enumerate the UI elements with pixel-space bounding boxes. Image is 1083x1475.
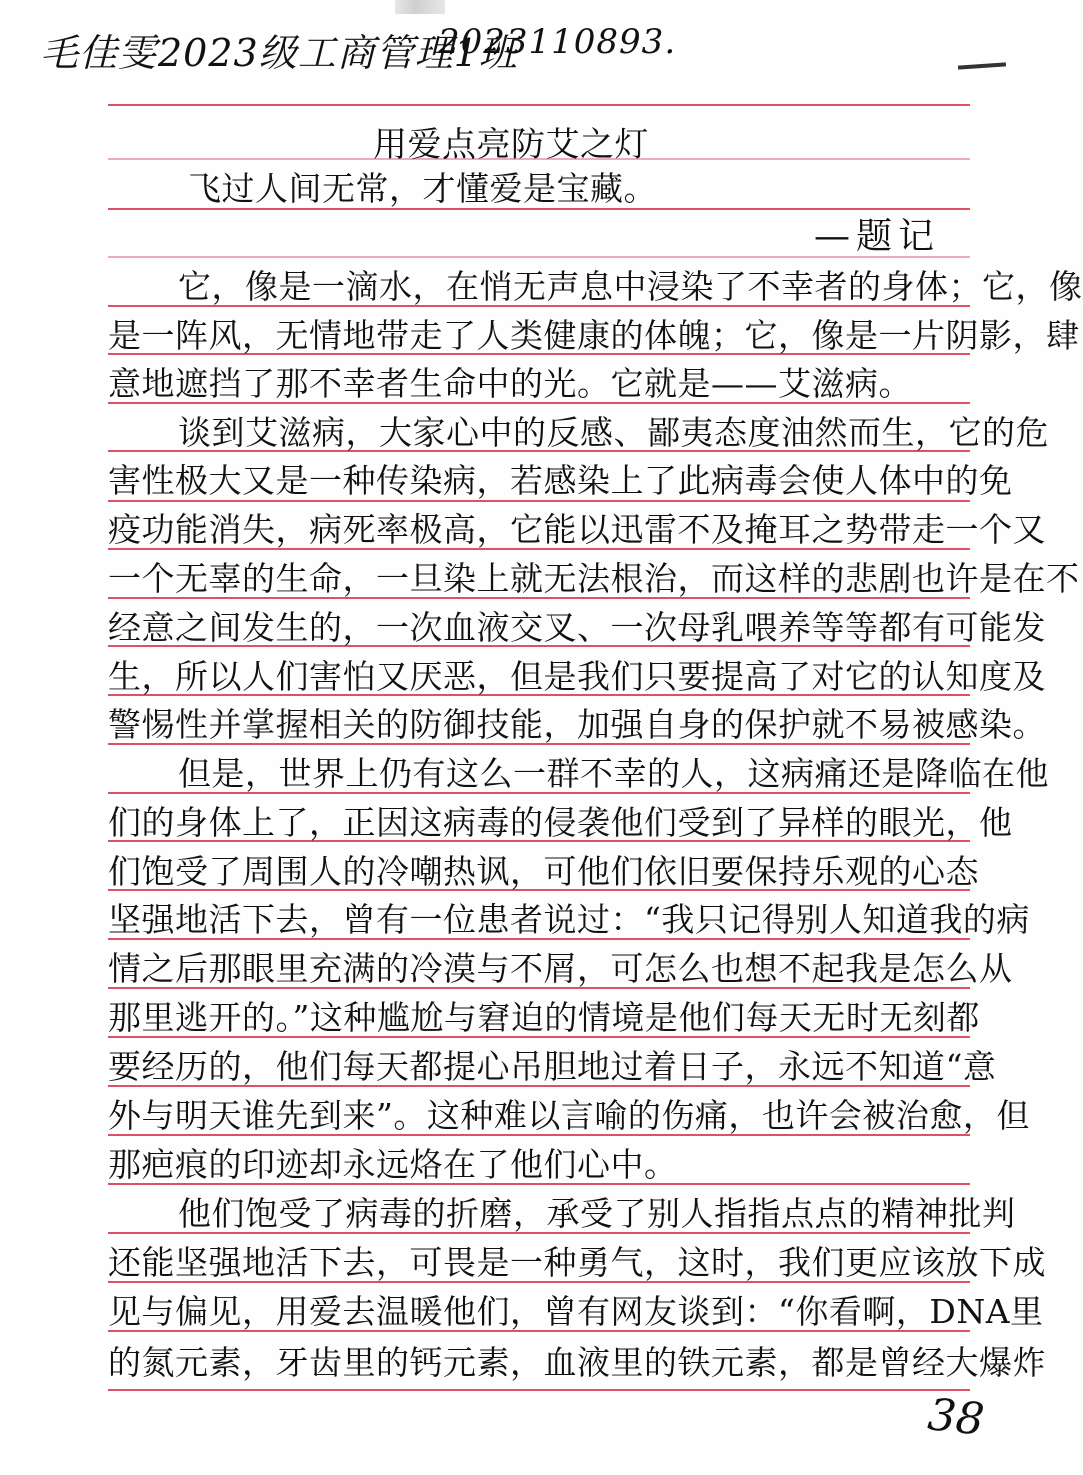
essay-line: 意地遮挡了那不幸者生命中的光。它就是——艾滋病。 (108, 364, 912, 403)
essay-epigraph: 飞过人间无常，才懂爱是宝藏。 (188, 169, 657, 208)
essay-line: 要经历的，他们每天都提心吊胆地过着日子，永远不知道“意 (108, 1047, 997, 1086)
ruled-line (108, 1389, 970, 1391)
essay-line: 是一阵风，无情地带走了人类健康的体魄；它，像是一片阴影，肆 (108, 316, 1080, 355)
student-header (0, 22, 677, 82)
student-id: 2023110893. (438, 22, 677, 62)
essay-line: 害性极大又是一种传染病，若感染上了此病毒会使人体中的免 (108, 461, 1013, 500)
essay-line: 生，所以人们害怕又厌恶，但是我们只要提高了对它的认知度及 (108, 657, 1046, 696)
essay-line: 坚强地活下去，曾有一位患者说过：“我只记得别人知道我的病 (108, 900, 1030, 939)
essay-line: 谈到艾滋病，大家心中的反感、鄙夷态度油然而生，它的危 (178, 413, 1049, 452)
essay-line: 经意之间发生的，一次血液交叉、一次母乳喂养等等都有可能发 (108, 608, 1046, 647)
scan-smudge (395, 0, 445, 14)
essay-title: 用爱点亮防艾之灯 (373, 125, 649, 165)
student-class: 2023级工商管理1班 (158, 31, 518, 75)
pen-mark (958, 62, 1006, 69)
essay-line: 外与明天谁先到来”。这种难以言喻的伤痛，也许会被治愈，但 (108, 1096, 1030, 1135)
student-name: 毛佳雯 (40, 31, 158, 75)
page-number: 38 (925, 1389, 987, 1446)
epigraph-attribution: —题记 (813, 216, 940, 257)
essay-line: 们的身体上了，正因这病毒的侵袭他们受到了异样的眼光，他 (108, 803, 1013, 842)
essay-line: 一个无辜的生命，一旦染上就无法根治，而这样的悲剧也许是在不 (108, 559, 1080, 598)
essay-line: 的氮元素，牙齿里的钙元素，血液里的铁元素，都是曾经大爆炸 (108, 1343, 1046, 1382)
essay-line: 疫功能消失，病死率极高，它能以迅雷不及掩耳之势带走一个又 (108, 510, 1046, 549)
essay-line: 情之后那眼里充满的冷漠与不屑，可怎么也想不起我是怎么从 (108, 949, 1013, 988)
essay-line: 那疤痕的印迹却永远烙在了他们心中。 (108, 1145, 678, 1184)
essay-line: 还能坚强地活下去，可畏是一种勇气，这时，我们更应该放下成 (108, 1243, 1046, 1282)
ruled-line (108, 104, 970, 106)
essay-line: 们饱受了周围人的冷嘲热讽，可他们依旧要保持乐观的心态 (108, 852, 979, 891)
essay-line: 警惕性并掌握相关的防御技能，加强自身的保护就不易被感染。 (108, 705, 1046, 744)
essay-line: 那里逃开的。”这种尴尬与窘迫的情境是他们每天无时无刻都 (108, 998, 980, 1037)
essay-line: 但是，世界上仍有这么一群不幸的人，这病痛还是降临在他 (178, 754, 1049, 793)
essay-line: 见与偏见，用爱去温暖他们，曾有网友谈到：“你看啊，DNA里 (108, 1292, 1044, 1331)
essay-line: 它，像是一滴水，在悄无声息中浸染了不幸者的身体；它，像 (178, 267, 1083, 306)
essay-line: 他们饱受了病毒的折磨，承受了别人指指点点的精神批判 (178, 1194, 1016, 1233)
